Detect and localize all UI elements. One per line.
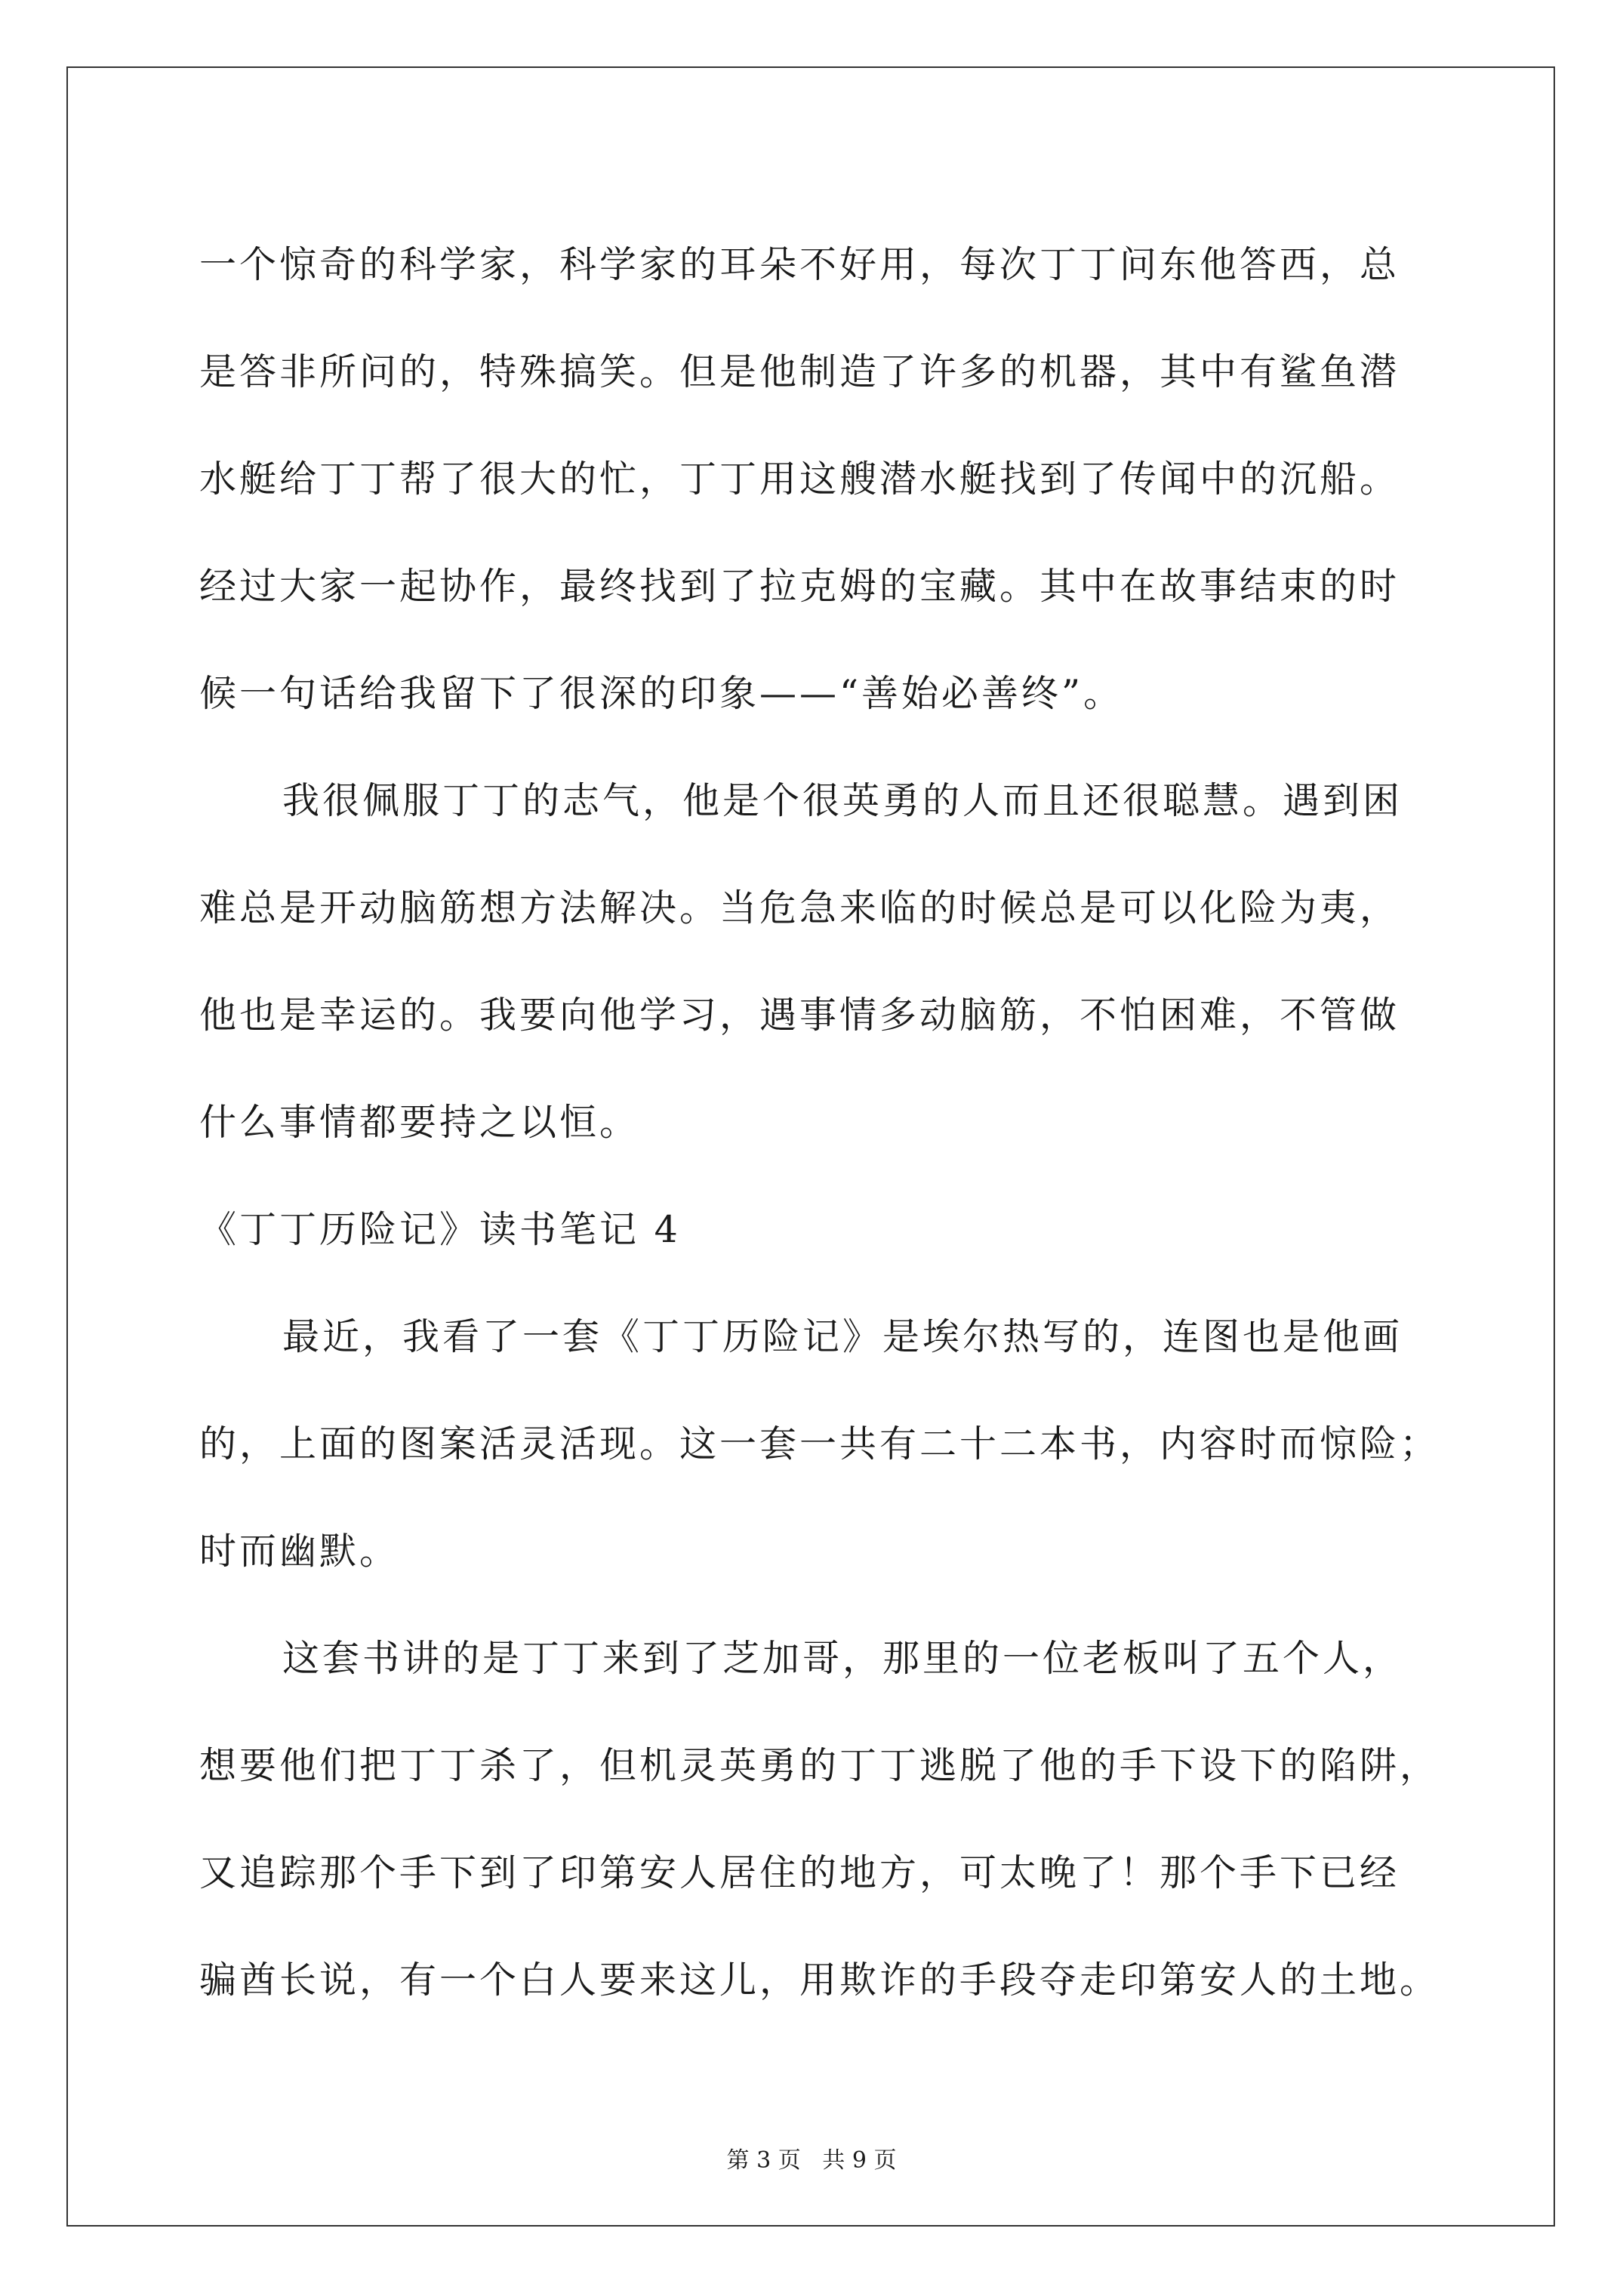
text-line: 时而幽默。 xyxy=(199,1530,400,1573)
document-body xyxy=(199,211,1440,2034)
text-line: 一个惊奇的科学家，科学家的耳朵不好用，每次丁丁问东他答西，总 xyxy=(199,243,1400,286)
text-line: 难总是开动脑筋想方法解决。当危急来临的时候总是可以化险为夷， xyxy=(199,886,1400,929)
text-line: 经过大家一起协作，最终找到了拉克姆的宝藏。其中在故事结束的时 xyxy=(199,565,1400,608)
page-number-footer: 第 3 页 共 9 页 xyxy=(726,2147,897,2174)
text-line: 是答非所问的，特殊搞笑。但是他制造了许多的机器，其中有鲨鱼潜 xyxy=(199,350,1400,393)
text-line: 什么事情都要持之以恒。 xyxy=(199,1101,640,1144)
text-line: 骗酋长说，有一个白人要来这儿，用欺诈的手段夺走印第安人的土地。 xyxy=(199,1959,1440,2002)
text-line: 又追踪那个手下到了印第安人居住的地方，可太晚了！那个手下已经 xyxy=(199,1851,1400,1894)
text-line: 水艇给丁丁帮了很大的忙，丁丁用这艘潜水艇找到了传闻中的沉船。 xyxy=(199,458,1400,501)
text-line: 我很佩服丁丁的志气，他是个很英勇的人而且还很聪慧。遇到困 xyxy=(282,779,1403,822)
text-line: 《丁丁历险记》读书笔记 4 xyxy=(199,1208,681,1251)
text-line: 这套书讲的是丁丁来到了芝加哥，那里的一位老板叫了五个人， xyxy=(282,1637,1403,1680)
text-line: 候一句话给我留下了很深的印象——“善始必善终”。 xyxy=(199,672,1124,715)
text-line: 的，上面的图案活灵活现。这一套一共有二十二本书，内容时而惊险； xyxy=(199,1422,1440,1465)
text-line: 想要他们把丁丁杀了，但机灵英勇的丁丁逃脱了他的手下设下的陷阱， xyxy=(199,1744,1440,1787)
text-line: 最近，我看了一套《丁丁历险记》是埃尔热写的，连图也是他画 xyxy=(282,1315,1403,1358)
text-line: 他也是幸运的。我要向他学习，遇事情多动脑筋，不怕困难，不管做 xyxy=(199,994,1400,1037)
